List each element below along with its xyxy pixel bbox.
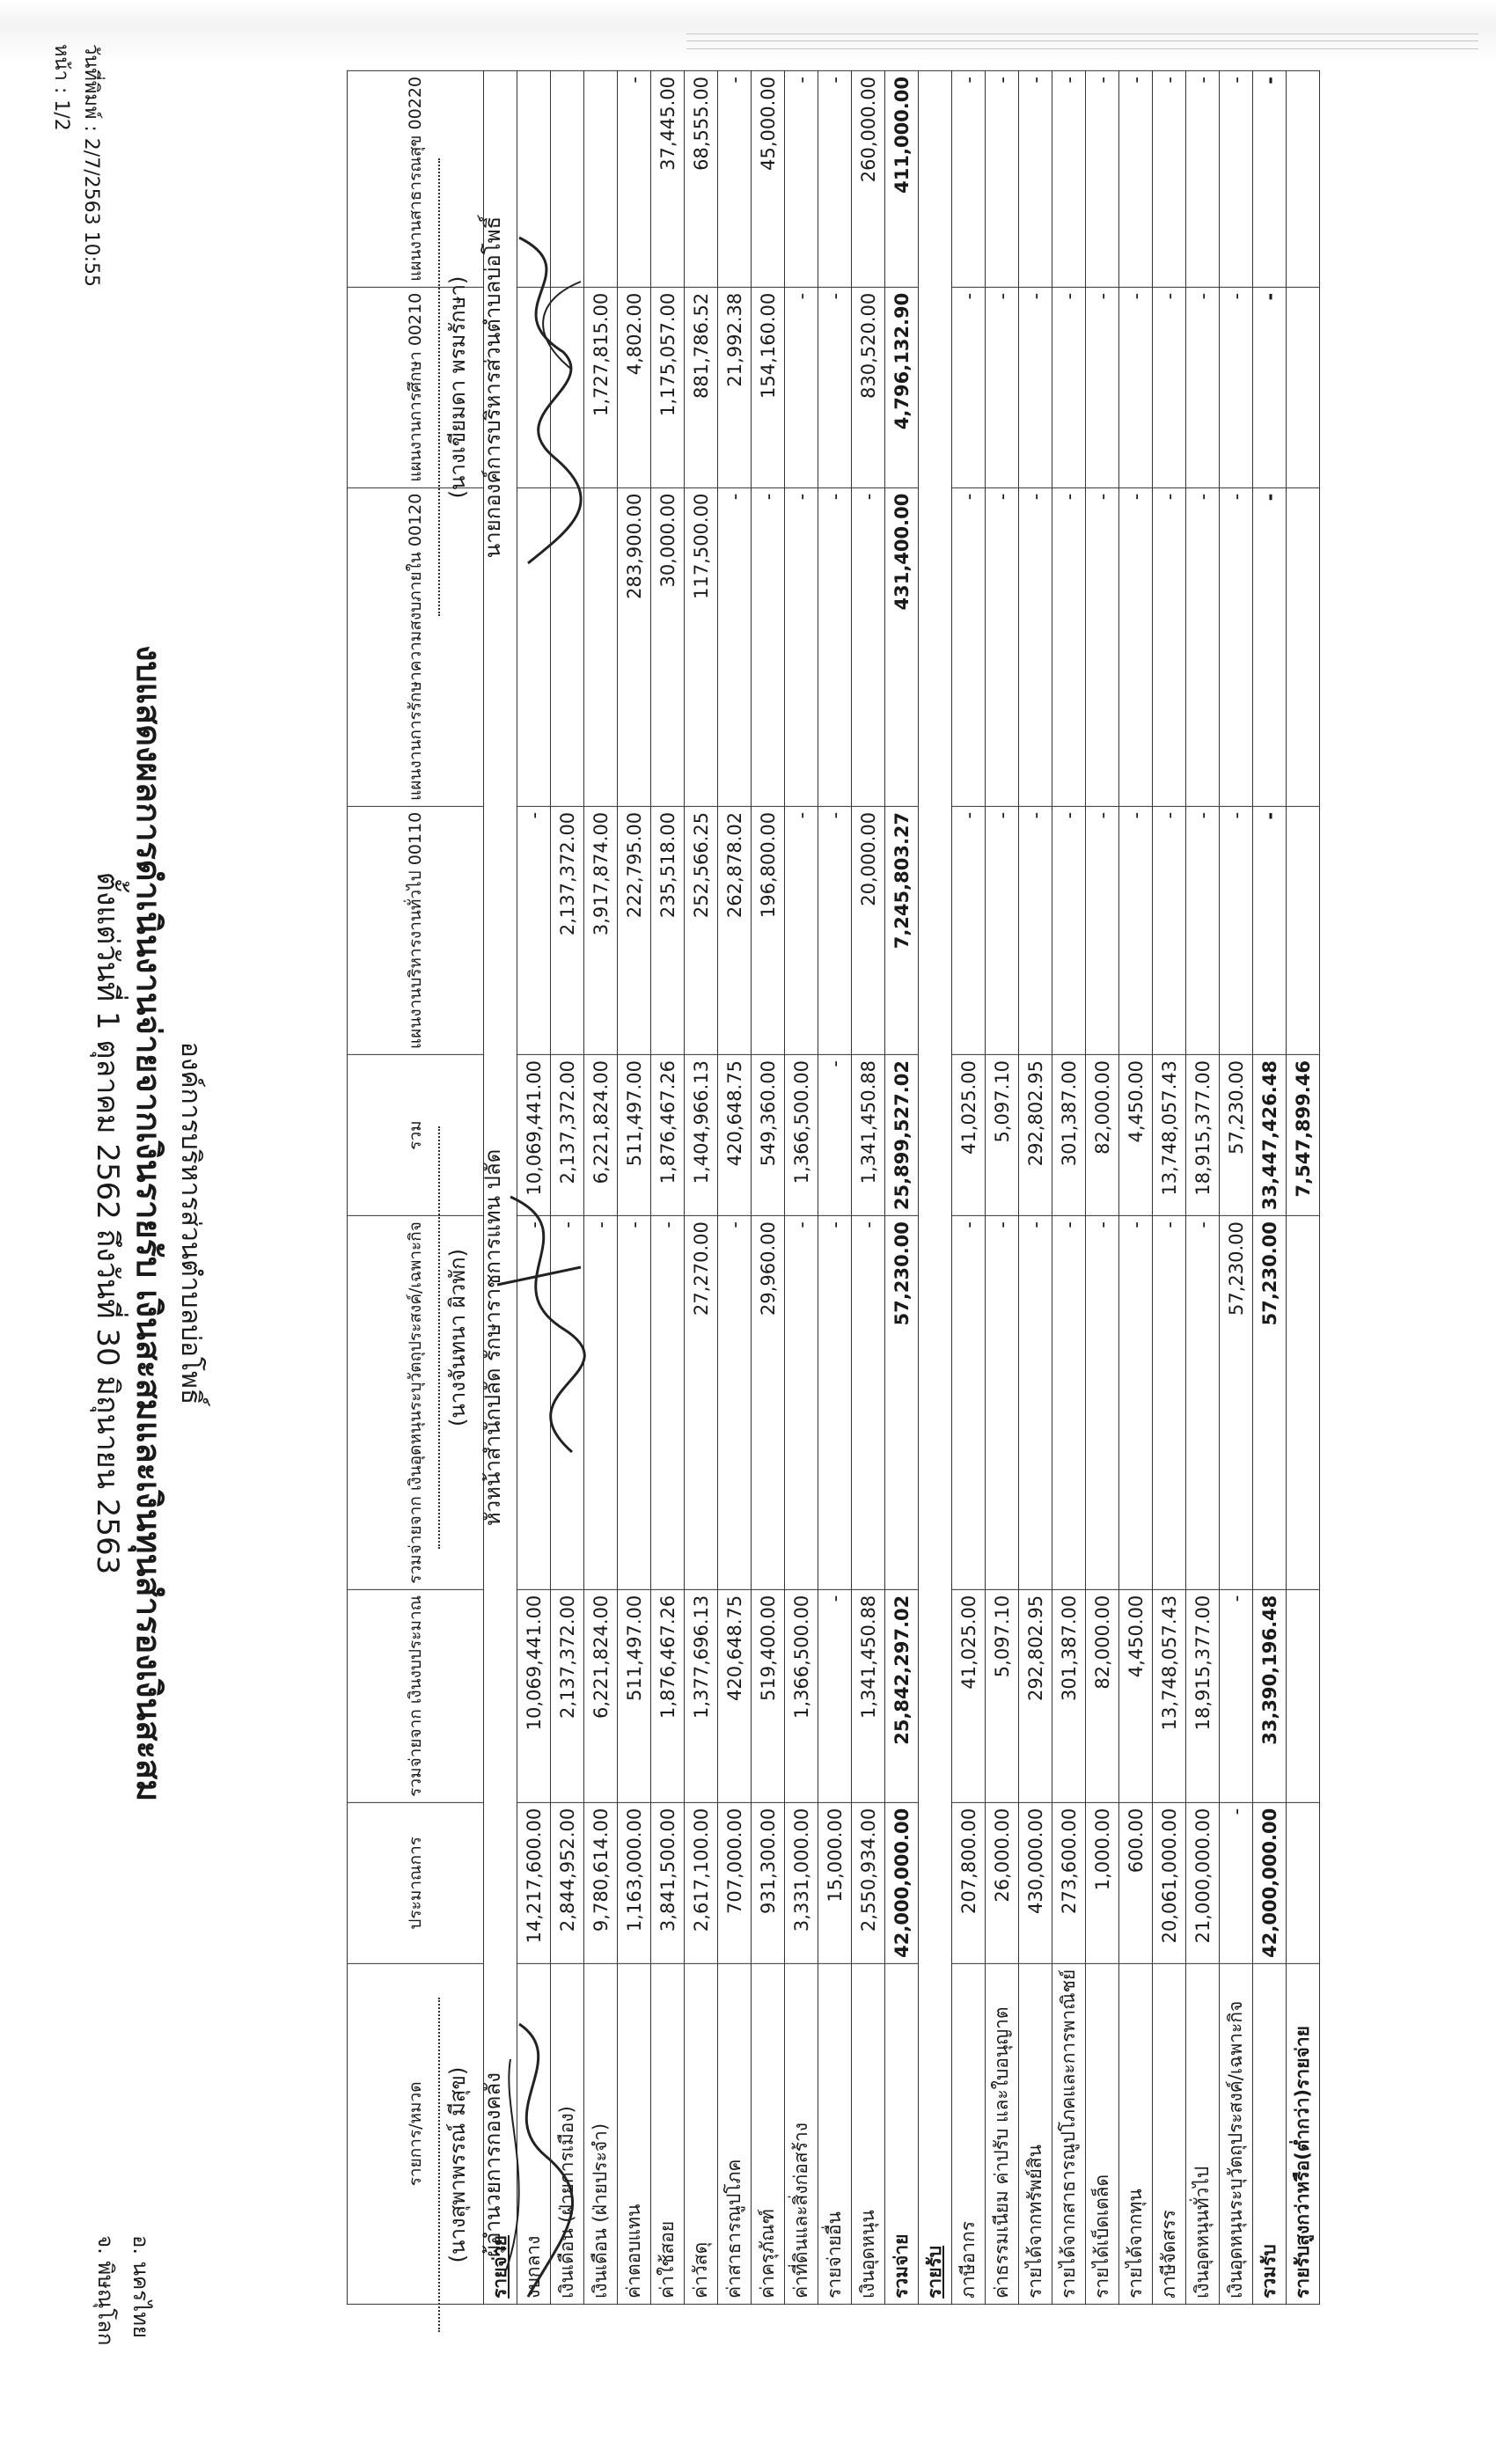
table-cell: - (986, 71, 1019, 288)
table-cell: - (785, 806, 818, 1054)
table-cell: 1,876,467.26 (651, 1055, 685, 1216)
table-cell (1287, 1802, 1320, 1963)
table-cell: - (1153, 287, 1186, 488)
table-cell: 2,137,372.00 (551, 806, 584, 1054)
table-cell (1287, 71, 1320, 288)
row-label: รายได้จากสาธารณูปโภคและการพาณิชย์ (1052, 1963, 1086, 2304)
row-label: รวมรับ (1253, 1963, 1287, 2304)
row-label: รายได้เบ็ดเตล็ด (1086, 1963, 1119, 2304)
row-label: ค่าธรรมเนียม ค่าปรับ และใบอนุญาต (986, 1963, 1019, 2304)
table-cell: - (818, 1589, 852, 1802)
table-cell: 33,447,426.48 (1253, 1055, 1287, 1216)
table-cell: - (752, 488, 785, 806)
table-cell: 1,404,966.13 (685, 1055, 718, 1216)
table-cell: 37,445.00 (651, 71, 685, 288)
row-label: ภาษีจัดสรร (1153, 1963, 1186, 2304)
table-cell: - (1153, 806, 1186, 1054)
table-cell: 117,500.00 (685, 488, 718, 806)
table-cell: 20,061,000.00 (1153, 1802, 1186, 1963)
table-row (1220, 71, 1253, 2305)
table-cell: - (1119, 71, 1153, 288)
table-cell: 600.00 (1119, 1802, 1153, 1963)
table-row (952, 71, 986, 2305)
table-cell: - (1052, 488, 1086, 806)
table-cell: - (651, 1216, 685, 1590)
table-cell: 519,400.00 (752, 1589, 785, 1802)
row-label: เงินอุดหนุนระบุวัตถุประสงค์/เฉพาะกิจ (1220, 1963, 1253, 2304)
doc-period: ตั้งแต่วันที่ 1 ตุลาคม 2562 ถึงวันที่ 30 มิถุนายน 2563 (90, 871, 125, 1575)
table-cell: - (1186, 1216, 1220, 1590)
table-cell: - (818, 806, 852, 1054)
table-cell: 45,000.00 (752, 71, 785, 288)
table-cell: - (1052, 287, 1086, 488)
table-cell: 2,137,372.00 (551, 1589, 584, 1802)
table-cell: 33,390,196.48 (1253, 1589, 1287, 1802)
page-number: หน้า : 1/2 (50, 44, 72, 131)
table-cell: 252,566.25 (685, 806, 718, 1054)
table-cell: 14,217,600.00 (517, 1802, 551, 1963)
table-cell: 154,160.00 (752, 287, 785, 488)
table-cell: - (1119, 806, 1153, 1054)
table-cell: 707,000.00 (718, 1802, 752, 1963)
table-cell: 1,163,000.00 (618, 1802, 651, 1963)
column-header: รวม (348, 1055, 484, 1216)
table-cell: - (718, 488, 752, 806)
column-header: ประมาณการ (348, 1802, 484, 1963)
table-cell: 431,400.00 (885, 488, 919, 806)
table-cell: 3,841,500.00 (651, 1802, 685, 1963)
table-cell: 13,748,057.43 (1153, 1589, 1186, 1802)
table-cell: 3,917,874.00 (584, 806, 618, 1054)
table-cell: 4,796,132.90 (885, 287, 919, 488)
row-label: รวมจ่าย (885, 1963, 919, 2304)
row-label: ค่าตอบแทน (618, 1963, 651, 2304)
section-label: รายรับ (919, 71, 952, 2305)
table-row (1186, 71, 1220, 2305)
table-cell: - (618, 1216, 651, 1590)
table-cell: - (1153, 1216, 1186, 1590)
row-label: ค่าใช้สอย (651, 1963, 685, 2304)
table-cell: - (551, 1216, 584, 1590)
table-cell: 18,915,377.00 (1186, 1055, 1220, 1216)
row-label: งบกลาง (517, 1963, 551, 2304)
signature-line (412, 1126, 440, 1549)
table-cell: - (1019, 806, 1052, 1054)
signer-name: (นางจันทนา ผิวพัก) (445, 1248, 470, 1427)
table-cell: 42,000,000.00 (885, 1802, 919, 1963)
table-cell: - (1119, 488, 1153, 806)
table-row (986, 71, 1019, 2305)
table-cell: 26,000.00 (986, 1802, 1019, 1963)
table-cell: 1,175,057.00 (651, 287, 685, 488)
table-cell: 292,802.95 (1019, 1055, 1052, 1216)
table-cell: - (718, 1216, 752, 1590)
row-label: ภาษีอากร (952, 1963, 986, 2304)
doc-title: งบแสดงผลการดำเนินงานจ่ายจากเงินรายรับ เงินสะสมและเงินทุนสำรองเงินสะสม (129, 644, 168, 1802)
table-cell: - (1253, 287, 1287, 488)
table-cell (1287, 287, 1320, 488)
table-cell: - (1019, 488, 1052, 806)
table-cell: - (517, 806, 551, 1054)
table-row (718, 71, 752, 2305)
table-cell: 273,600.00 (1052, 1802, 1086, 1963)
table-row (818, 71, 852, 2305)
table-row (1052, 71, 1086, 2305)
table-cell: - (986, 1216, 1019, 1590)
total-row (885, 71, 919, 2305)
total-row (1253, 71, 1287, 2305)
table-cell: - (852, 488, 885, 806)
table-row (752, 71, 785, 2305)
table-cell: 42,000,000.00 (1253, 1802, 1287, 1963)
table-cell: 2,617,100.00 (685, 1802, 718, 1963)
table-cell: 57,230.00 (1220, 1216, 1253, 1590)
row-label: เงินเดือน (ฝ่ายประจำ) (584, 1963, 618, 2304)
table-cell: - (986, 806, 1019, 1054)
table-cell: - (1220, 1802, 1253, 1963)
table-cell: 1,000.00 (1086, 1802, 1119, 1963)
table-cell: 207,800.00 (952, 1802, 986, 1963)
column-header: รวมจ่ายจาก เงินอุดหนุนระบุวัตถุประสงค์/เฉพาะกิจ (348, 1216, 484, 1590)
table-cell: 3,331,000.00 (785, 1802, 818, 1963)
table-cell: - (1220, 287, 1253, 488)
table-row (651, 71, 685, 2305)
table-cell: 57,230.00 (885, 1216, 919, 1590)
table-cell: - (517, 1216, 551, 1590)
signer-name: (นางเขียมดา พรมรักษา) (445, 275, 470, 499)
table-cell: - (785, 71, 818, 288)
table-cell: - (1052, 71, 1086, 288)
table-cell: 2,844,952.00 (551, 1802, 584, 1963)
table-cell: - (1086, 488, 1119, 806)
table-cell: - (584, 1216, 618, 1590)
signer-name: (นางสุพาพรรณ์ มีสุข) (445, 2066, 470, 2263)
print-date: วันที่พิมพ์ : 2/7/2563 10:55 (80, 44, 102, 287)
table-cell: - (1052, 1216, 1086, 1590)
table-cell: 283,900.00 (618, 488, 651, 806)
table-cell: 420,648.75 (718, 1055, 752, 1216)
table-cell: 511,497.00 (618, 1055, 651, 1216)
signer-position: หัวหน้าสำนักปลัด รักษาราชการแทน ปลัด (480, 1148, 505, 1527)
table-cell: - (1186, 806, 1220, 1054)
table-cell: 511,497.00 (618, 1589, 651, 1802)
table-cell: 549,360.00 (752, 1055, 785, 1216)
table-cell: - (818, 488, 852, 806)
table-cell: - (818, 71, 852, 288)
table-cell: 2,550,934.00 (852, 1802, 885, 1963)
table-cell: 57,230.00 (1220, 1055, 1253, 1216)
signature-line (412, 158, 440, 616)
table-cell: - (952, 488, 986, 806)
table-cell: 1,341,450.88 (852, 1589, 885, 1802)
table-cell: 13,748,057.43 (1153, 1055, 1186, 1216)
table-cell (1287, 806, 1320, 1054)
signer-position: นายกองค์การบริหารส่วนตำบลบ่อโพธิ์ (480, 216, 505, 559)
table-cell: - (818, 1055, 852, 1216)
table-cell: - (1186, 71, 1220, 288)
section-row (919, 71, 952, 2305)
table-cell: - (1052, 806, 1086, 1054)
row-label: ค่าที่ดินและสิ่งก่อสร้าง (785, 1963, 818, 2304)
table-cell: 20,000.00 (852, 806, 885, 1054)
table-cell: 21,000,000.00 (1186, 1802, 1220, 1963)
row-label: รายรับสูงกว่าหรือ(ต่ำกว่า)รายจ่าย (1287, 1963, 1320, 2304)
table-cell: 27,270.00 (685, 1216, 718, 1590)
table-cell: 7,245,803.27 (885, 806, 919, 1054)
table-cell: 301,387.00 (1052, 1589, 1086, 1802)
table-cell: 68,555.00 (685, 71, 718, 288)
row-label: รายจ่ายอื่น (818, 1963, 852, 2304)
table-cell: - (618, 71, 651, 288)
province: จ. พิษณุโลก (93, 2235, 118, 2346)
table-cell: 4,450.00 (1119, 1589, 1153, 1802)
table-cell: 15,000.00 (818, 1802, 852, 1963)
section-label: รายจ่าย (484, 71, 517, 2305)
table-cell: 4,802.00 (618, 287, 651, 488)
table-cell: 1,377,696.13 (685, 1589, 718, 1802)
table-cell: - (1019, 1216, 1052, 1590)
table-cell: - (1220, 806, 1253, 1054)
row-label: ค่าวัสดุ (685, 1963, 718, 2304)
table-row (852, 71, 885, 2305)
table-cell: 7,547,899.46 (1287, 1055, 1320, 1216)
table-cell: 10,069,441.00 (517, 1589, 551, 1802)
table-cell: 881,786.52 (685, 287, 718, 488)
table-cell: - (1186, 287, 1220, 488)
table-cell: - (952, 1216, 986, 1590)
row-label: รายได้จากทุน (1119, 1963, 1153, 2304)
column-header: แผนงานการรักษาความสงบภายใน 00120 (348, 488, 484, 806)
column-header: รวมจ่ายจาก เงินงบประมาณ (348, 1589, 484, 1802)
column-header: แผนงานบริหารงานทั่วไป 00110 (348, 806, 484, 1054)
table-cell: - (1153, 488, 1186, 806)
table-cell: - (1220, 1589, 1253, 1802)
table-row (1086, 71, 1119, 2305)
table-cell: 5,097.10 (986, 1589, 1019, 1802)
table-cell: - (1220, 71, 1253, 288)
table-cell: - (1086, 1216, 1119, 1590)
table-cell: - (1186, 488, 1220, 806)
table-cell: - (1019, 71, 1052, 288)
table-cell: 196,800.00 (752, 806, 785, 1054)
table-cell: 411,000.00 (885, 71, 919, 288)
table-cell: 29,960.00 (752, 1216, 785, 1590)
location (88, 2235, 158, 2345)
table-cell: 25,899,527.02 (885, 1055, 919, 1216)
table-cell: 931,300.00 (752, 1802, 785, 1963)
table-cell: 830,520.00 (852, 287, 885, 488)
table-cell: 41,025.00 (952, 1589, 986, 1802)
table-cell: 260,000.00 (852, 71, 885, 288)
table-cell: - (818, 1216, 852, 1590)
table-cell: - (785, 287, 818, 488)
table-cell: 30,000.00 (651, 488, 685, 806)
table-cell: - (1253, 71, 1287, 288)
table-cell: - (1119, 1216, 1153, 1590)
table-cell: 5,097.10 (986, 1055, 1019, 1216)
table-cell: - (785, 488, 818, 806)
signature-line (412, 1998, 440, 2332)
table-cell (1287, 1216, 1320, 1590)
table-cell: 1,366,500.00 (785, 1589, 818, 1802)
table-cell: - (1086, 71, 1119, 288)
table-cell: 4,450.00 (1119, 1055, 1153, 1216)
column-header: แผนงานการศึกษา 00210 (348, 287, 484, 488)
table-row (618, 71, 651, 2305)
org-name: องค์การบริหารส่วนตำบลบ่อโพธิ์ (175, 1041, 206, 1405)
table-cell: - (986, 488, 1019, 806)
table-cell: 18,915,377.00 (1186, 1589, 1220, 1802)
table-cell: 1,366,500.00 (785, 1055, 818, 1216)
table-cell: - (1119, 287, 1153, 488)
table-cell: - (818, 287, 852, 488)
column-header: รายการ/หมวด (348, 1963, 484, 2304)
district: อ. นครไทย (128, 2235, 153, 2338)
table-cell: 1,341,450.88 (852, 1055, 885, 1216)
rotated-page (50, 18, 1426, 2429)
table-cell: - (1086, 806, 1119, 1054)
row-label: ค่าสาธารณูปโภค (718, 1963, 752, 2304)
table-cell: 57,230.00 (1253, 1216, 1287, 1590)
table-cell: - (986, 287, 1019, 488)
table-cell: - (952, 287, 986, 488)
table-cell: - (1253, 488, 1287, 806)
table-cell: 21,992.38 (718, 287, 752, 488)
table-cell: - (852, 1216, 885, 1590)
table-cell (1287, 488, 1320, 806)
table-row (1153, 71, 1186, 2305)
table-cell: 235,518.00 (651, 806, 685, 1054)
table-cell: 262,878.02 (718, 806, 752, 1054)
table-cell: 10,069,441.00 (517, 1055, 551, 1216)
row-label: เงินอุดหนุนทั่วไป (1186, 1963, 1220, 2304)
table-cell: - (952, 806, 986, 1054)
table-cell: 301,387.00 (1052, 1055, 1086, 1216)
table-row (1119, 71, 1153, 2305)
table-cell: 25,842,297.02 (885, 1589, 919, 1802)
handwritten-signature (484, 1162, 598, 1478)
row-label: ค่าครุภัณฑ์ (752, 1963, 785, 2304)
table-cell: 420,648.75 (718, 1589, 752, 1802)
table-cell: - (1220, 488, 1253, 806)
table-cell: 6,221,824.00 (584, 1055, 618, 1216)
signer-position: ผู้อำนวยการกองคลัง (480, 2072, 505, 2257)
column-header: แผนงานสาธารณสุข 00220 (348, 71, 484, 288)
table-cell: 41,025.00 (952, 1055, 986, 1216)
handwritten-signature (484, 2006, 590, 2323)
table-cell: - (718, 71, 752, 288)
table-cell: - (1153, 71, 1186, 288)
table-row (785, 71, 818, 2305)
table-cell: 9,780,614.00 (584, 1802, 618, 1963)
table-cell: - (952, 71, 986, 288)
row-label: รายได้จากทรัพย์สิน (1019, 1963, 1052, 2304)
net-row (1287, 71, 1320, 2305)
table-row (685, 71, 718, 2305)
row-label: เงินอุดหนุน (852, 1963, 885, 2304)
table-cell (1287, 1589, 1320, 1802)
table-cell: 1,876,467.26 (651, 1589, 685, 1802)
table-cell: 292,802.95 (1019, 1589, 1052, 1802)
table-cell: 2,137,372.00 (551, 1055, 584, 1216)
row-label: เงินเดือน (ฝ่ายการเมือง) (551, 1963, 584, 2304)
table-row (1019, 71, 1052, 2305)
table-cell: - (1253, 806, 1287, 1054)
table-cell: - (785, 1216, 818, 1590)
table-cell: 82,000.00 (1086, 1589, 1119, 1802)
table-cell: 1,727,815.00 (584, 287, 618, 488)
table-cell: - (1019, 287, 1052, 488)
table-cell: 430,000.00 (1019, 1802, 1052, 1963)
table-cell: 6,221,824.00 (584, 1589, 618, 1802)
handwritten-signature (484, 211, 607, 581)
table-cell: 222,795.00 (618, 806, 651, 1054)
table-cell: - (1086, 287, 1119, 488)
table-cell: 82,000.00 (1086, 1055, 1119, 1216)
